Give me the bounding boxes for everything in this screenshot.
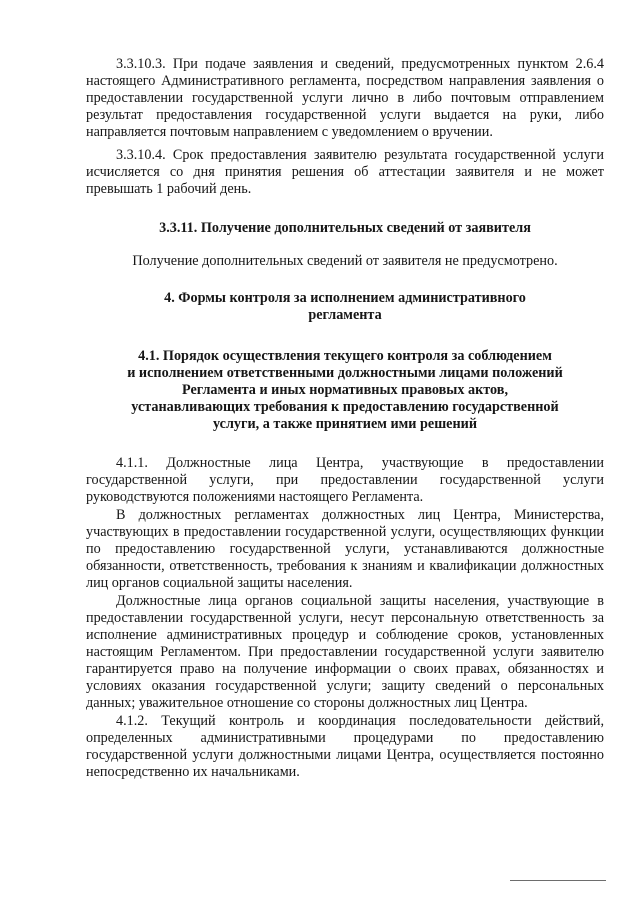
heading-4-1-line2: и исполнением ответственными должностными лицами положений: [127, 365, 563, 381]
paragraph-3-3-11: Получение дополнительных сведений от заявителя не предусмотрено.: [132, 253, 558, 269]
heading-section-4: [86, 290, 604, 324]
heading-4-1-line3: Регламента и иных нормативных правовых актов,: [181, 382, 509, 398]
heading-4-1-line5: услуги, а также принятием ими решений: [213, 416, 477, 432]
heading-4-1-line1: 4.1. Порядок осуществления текущего контроля за соблюдением: [138, 348, 552, 364]
heading-4-1-line4: устанавливающих требования к предоставлению государственной: [131, 399, 559, 415]
paragraph-3-3-10-4: 3.3.10.4. Срок предоставления заявителю результата государственной услуги исчисляется со дня принятия решения об аттестации заявителя и не может превышать 1 рабочий день.: [86, 147, 604, 197]
paragraph-4-1-2: 4.1.2. Текущий контроль и координация последовательности действий, определенных административными процедурами по предоставлению государственной услуги должностными лицами Центра, осуществляется постоянно непосредственно их начальниками.: [86, 713, 604, 780]
heading-section-4-line2: регламента: [308, 307, 382, 323]
paragraph-4-1-1: 4.1.1. Должностные лица Центра, участвующие в предоставлении государственной услуги, при предоставлении государственной услуги руководствуются положениями настоящего Регламента.: [86, 455, 604, 505]
heading-section-4-line1: 4. Формы контроля за исполнением административного: [164, 290, 526, 306]
paragraph-4-1-1-b: В должностных регламентах должностных лиц Центра, Министерства, участвующих в предоставлении государственной услуги, осуществляющих функции по предоставлению государственной услуги, устанавливаются должностные обязанности, ответственность, требования к знаниям и квалификации должностных лиц органов социальной защиты населения.: [86, 507, 604, 591]
paragraph-4-1-1-c: Должностные лица органов социальной защиты населения, участвующие в предоставлении государственной услуги, несут персональную ответственность за исполнение административных процедур и соблюдение сроков, установленных настоящим Регламентом. При предоставлении государственной услуги заявителю гарантируется право на получение информации о своих правах, обязанностях и условиях оказания государственной услуги; защиту сведений о персональных данных; уважительное отношение со стороны должностных лиц Центра.: [86, 593, 604, 711]
heading-3-3-11: 3.3.11. Получение дополнительных сведений от заявителя: [159, 220, 531, 236]
heading-section-4-1: [86, 348, 604, 433]
paragraph-3-3-10-3: 3.3.10.3. При подаче заявления и сведений, предусмотренных пунктом 2.6.4 настоящего Административного регламента, посредством направления заявления о предоставлении государственной услуги лично в либо почтовым отправлением результат предоставления государственной услуги выдается на руки, либо направляется почтовым направлением с уведомлением о вручении.: [86, 56, 604, 140]
footer-divider: [510, 880, 606, 881]
